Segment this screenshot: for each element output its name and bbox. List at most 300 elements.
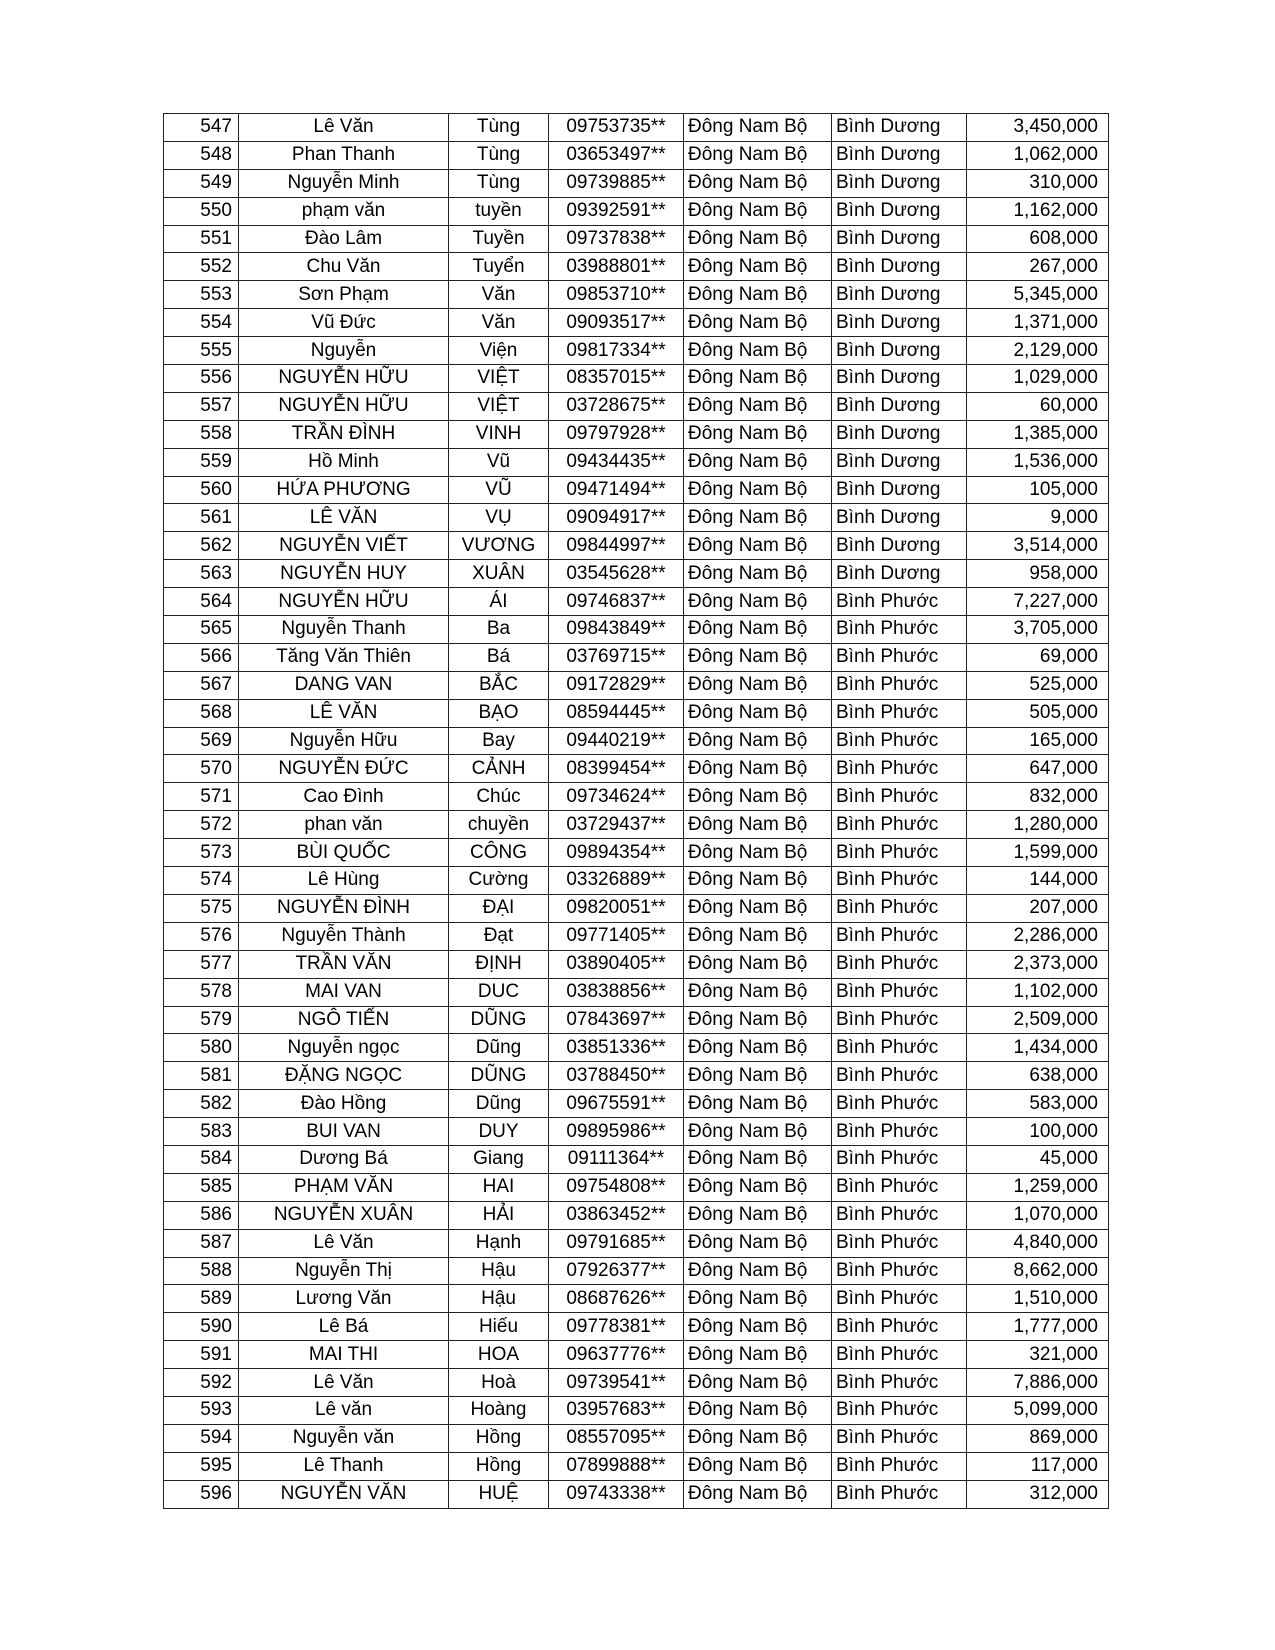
amount-cell: 9,000 [967,504,1109,532]
amount-cell: 638,000 [967,1062,1109,1090]
amount-cell: 1,070,000 [967,1201,1109,1229]
given-name-cell: chuyền [449,811,549,839]
row-number-cell: 549 [164,169,239,197]
phone-number-cell: 09895986** [549,1118,684,1146]
phone-number-cell: 03851336** [549,1034,684,1062]
surname-middle-name-cell: NGUYỄN HỮU [239,392,449,420]
region-cell: Đông Nam Bộ [684,309,832,337]
amount-cell: 8,662,000 [967,1257,1109,1285]
table-row [164,1173,1109,1201]
surname-middle-name-cell: Nguyễn [239,337,449,365]
phone-number-cell: 09739885** [549,169,684,197]
row-number-cell: 577 [164,950,239,978]
surname-middle-name-cell: Nguyễn Hữu [239,727,449,755]
table-row [164,309,1109,337]
surname-middle-name-cell: Nguyễn Minh [239,169,449,197]
row-number-cell: 583 [164,1118,239,1146]
given-name-cell: Hoàng [449,1396,549,1424]
province-cell: Bình Dương [832,337,967,365]
table-row [164,699,1109,727]
table-row [164,755,1109,783]
region-cell: Đông Nam Bộ [684,950,832,978]
surname-middle-name-cell: Vũ Đức [239,309,449,337]
region-cell: Đông Nam Bộ [684,560,832,588]
amount-cell: 505,000 [967,699,1109,727]
given-name-cell: Tùng [449,114,549,142]
table-row [164,365,1109,393]
table-row [164,811,1109,839]
province-cell: Bình Dương [832,169,967,197]
region-cell: Đông Nam Bộ [684,1285,832,1313]
amount-cell: 2,286,000 [967,922,1109,950]
phone-number-cell: 03728675** [549,392,684,420]
province-cell: Bình Phước [832,1480,967,1508]
phone-number-cell: 08594445** [549,699,684,727]
amount-cell: 144,000 [967,867,1109,895]
row-number-cell: 550 [164,197,239,225]
region-cell: Đông Nam Bộ [684,197,832,225]
province-cell: Bình Phước [832,699,967,727]
amount-cell: 165,000 [967,727,1109,755]
table-row [164,1396,1109,1424]
table-row [164,337,1109,365]
given-name-cell: Vũ [449,448,549,476]
surname-middle-name-cell: Nguyễn Thành [239,922,449,950]
surname-middle-name-cell: TRẦN VĂN [239,950,449,978]
row-number-cell: 568 [164,699,239,727]
given-name-cell: Đạt [449,922,549,950]
region-cell: Đông Nam Bộ [684,811,832,839]
surname-middle-name-cell: NGUYỄN XUÂN [239,1201,449,1229]
given-name-cell: DŨNG [449,1006,549,1034]
province-cell: Bình Dương [832,141,967,169]
table-row [164,114,1109,142]
row-number-cell: 557 [164,392,239,420]
table-row [164,727,1109,755]
region-cell: Đông Nam Bộ [684,420,832,448]
table-row [164,476,1109,504]
amount-cell: 117,000 [967,1452,1109,1480]
row-number-cell: 556 [164,365,239,393]
given-name-cell: Bay [449,727,549,755]
phone-number-cell: 03653497** [549,141,684,169]
given-name-cell: Tuyển [449,253,549,281]
row-number-cell: 594 [164,1424,239,1452]
region-cell: Đông Nam Bộ [684,894,832,922]
table-row [164,867,1109,895]
phone-number-cell: 09894354** [549,839,684,867]
surname-middle-name-cell: Lương Văn [239,1285,449,1313]
given-name-cell: DUC [449,978,549,1006]
province-cell: Bình Phước [832,839,967,867]
row-number-cell: 564 [164,588,239,616]
given-name-cell: HẢI [449,1201,549,1229]
surname-middle-name-cell: Nguyễn Thanh [239,616,449,644]
amount-cell: 1,280,000 [967,811,1109,839]
amount-cell: 1,510,000 [967,1285,1109,1313]
region-cell: Đông Nam Bộ [684,1480,832,1508]
phone-number-cell: 09111364** [549,1145,684,1173]
row-number-cell: 553 [164,281,239,309]
surname-middle-name-cell: Nguyễn văn [239,1424,449,1452]
phone-number-cell: 09843849** [549,616,684,644]
table-row [164,671,1109,699]
amount-cell: 4,840,000 [967,1229,1109,1257]
row-number-cell: 567 [164,671,239,699]
surname-middle-name-cell: Lê Văn [239,1229,449,1257]
amount-cell: 832,000 [967,783,1109,811]
table-row [164,169,1109,197]
amount-cell: 583,000 [967,1090,1109,1118]
province-cell: Bình Phước [832,616,967,644]
province-cell: Bình Phước [832,894,967,922]
phone-number-cell: 09778381** [549,1313,684,1341]
amount-cell: 45,000 [967,1145,1109,1173]
row-number-cell: 592 [164,1369,239,1397]
surname-middle-name-cell: Dương Bá [239,1145,449,1173]
row-number-cell: 588 [164,1257,239,1285]
province-cell: Bình Phước [832,588,967,616]
phone-number-cell: 09853710** [549,281,684,309]
row-number-cell: 590 [164,1313,239,1341]
row-number-cell: 566 [164,643,239,671]
region-cell: Đông Nam Bộ [684,1173,832,1201]
surname-middle-name-cell: NGUYỄN HUY [239,560,449,588]
amount-cell: 1,162,000 [967,197,1109,225]
phone-number-cell: 09675591** [549,1090,684,1118]
given-name-cell: Hậu [449,1285,549,1313]
phone-number-cell: 09093517** [549,309,684,337]
given-name-cell: Tuyền [449,225,549,253]
row-number-cell: 554 [164,309,239,337]
amount-cell: 5,099,000 [967,1396,1109,1424]
province-cell: Bình Phước [832,1452,967,1480]
province-cell: Bình Phước [832,1034,967,1062]
province-cell: Bình Phước [832,922,967,950]
row-number-cell: 582 [164,1090,239,1118]
phone-number-cell: 08357015** [549,365,684,393]
region-cell: Đông Nam Bộ [684,114,832,142]
table-row [164,1313,1109,1341]
given-name-cell: Hồng [449,1424,549,1452]
region-cell: Đông Nam Bộ [684,1006,832,1034]
given-name-cell: VINH [449,420,549,448]
given-name-cell: CÔNG [449,839,549,867]
given-name-cell: Giang [449,1145,549,1173]
given-name-cell: VƯƠNG [449,532,549,560]
phone-number-cell: 09734624** [549,783,684,811]
row-number-cell: 565 [164,616,239,644]
phone-number-cell: 03788450** [549,1062,684,1090]
row-number-cell: 593 [164,1396,239,1424]
phone-number-cell: 09746837** [549,588,684,616]
table-row [164,588,1109,616]
given-name-cell: VIỆT [449,365,549,393]
given-name-cell: Văn [449,281,549,309]
row-number-cell: 578 [164,978,239,1006]
region-cell: Đông Nam Bộ [684,253,832,281]
province-cell: Bình Dương [832,197,967,225]
region-cell: Đông Nam Bộ [684,141,832,169]
table-row [164,894,1109,922]
surname-middle-name-cell: Đào Lâm [239,225,449,253]
region-cell: Đông Nam Bộ [684,532,832,560]
province-cell: Bình Dương [832,281,967,309]
surname-middle-name-cell: Đào Hồng [239,1090,449,1118]
row-number-cell: 574 [164,867,239,895]
province-cell: Bình Phước [832,1173,967,1201]
province-cell: Bình Phước [832,1006,967,1034]
province-cell: Bình Phước [832,755,967,783]
phone-number-cell: 08687626** [549,1285,684,1313]
phone-number-cell: 09737838** [549,225,684,253]
given-name-cell: Hồng [449,1452,549,1480]
table-row [164,1285,1109,1313]
phone-number-cell: 03769715** [549,643,684,671]
surname-middle-name-cell: PHẠM VĂN [239,1173,449,1201]
row-number-cell: 552 [164,253,239,281]
amount-cell: 525,000 [967,671,1109,699]
region-cell: Đông Nam Bộ [684,616,832,644]
province-cell: Bình Dương [832,420,967,448]
row-number-cell: 562 [164,532,239,560]
amount-cell: 1,371,000 [967,309,1109,337]
table-row [164,978,1109,1006]
region-cell: Đông Nam Bộ [684,169,832,197]
row-number-cell: 555 [164,337,239,365]
province-cell: Bình Dương [832,225,967,253]
row-number-cell: 576 [164,922,239,950]
row-number-cell: 569 [164,727,239,755]
region-cell: Đông Nam Bộ [684,1145,832,1173]
table-row [164,1090,1109,1118]
phone-number-cell: 09743338** [549,1480,684,1508]
province-cell: Bình Dương [832,253,967,281]
given-name-cell: Bá [449,643,549,671]
row-number-cell: 580 [164,1034,239,1062]
amount-cell: 100,000 [967,1118,1109,1146]
table-row [164,1201,1109,1229]
phone-number-cell: 03545628** [549,560,684,588]
amount-cell: 1,599,000 [967,839,1109,867]
given-name-cell: Chúc [449,783,549,811]
given-name-cell: VŨ [449,476,549,504]
given-name-cell: ĐỊNH [449,950,549,978]
region-cell: Đông Nam Bộ [684,476,832,504]
given-name-cell: VỤ [449,504,549,532]
table-row [164,1452,1109,1480]
region-cell: Đông Nam Bộ [684,1062,832,1090]
table-row [164,141,1109,169]
surname-middle-name-cell: NGUYỄN VĂN [239,1480,449,1508]
table-row [164,420,1109,448]
table-row [164,281,1109,309]
province-cell: Bình Phước [832,1229,967,1257]
phone-number-cell: 09094917** [549,504,684,532]
phone-number-cell: 07899888** [549,1452,684,1480]
amount-cell: 1,102,000 [967,978,1109,1006]
row-number-cell: 547 [164,114,239,142]
amount-cell: 1,777,000 [967,1313,1109,1341]
table-row [164,1034,1109,1062]
given-name-cell: Dũng [449,1090,549,1118]
row-number-cell: 575 [164,894,239,922]
row-number-cell: 572 [164,811,239,839]
row-number-cell: 586 [164,1201,239,1229]
province-cell: Bình Dương [832,532,967,560]
surname-middle-name-cell: BÙI QUỐC [239,839,449,867]
region-cell: Đông Nam Bộ [684,699,832,727]
given-name-cell: DŨNG [449,1062,549,1090]
province-cell: Bình Phước [832,978,967,1006]
region-cell: Đông Nam Bộ [684,588,832,616]
table-row [164,950,1109,978]
phone-number-cell: 09637776** [549,1341,684,1369]
table-row [164,643,1109,671]
amount-cell: 207,000 [967,894,1109,922]
phone-number-cell: 09817334** [549,337,684,365]
surname-middle-name-cell: TRẦN ĐÌNH [239,420,449,448]
surname-middle-name-cell: Phan Thanh [239,141,449,169]
amount-cell: 608,000 [967,225,1109,253]
amount-cell: 1,536,000 [967,448,1109,476]
surname-middle-name-cell: HỨA PHƯƠNG [239,476,449,504]
region-cell: Đông Nam Bộ [684,365,832,393]
surname-middle-name-cell: phạm văn [239,197,449,225]
phone-number-cell: 09440219** [549,727,684,755]
phone-number-cell: 03957683** [549,1396,684,1424]
region-cell: Đông Nam Bộ [684,922,832,950]
given-name-cell: ÁI [449,588,549,616]
region-cell: Đông Nam Bộ [684,1090,832,1118]
province-cell: Bình Phước [832,727,967,755]
amount-cell: 2,373,000 [967,950,1109,978]
row-number-cell: 595 [164,1452,239,1480]
amount-cell: 267,000 [967,253,1109,281]
phone-number-cell: 09392591** [549,197,684,225]
given-name-cell: tuyền [449,197,549,225]
surname-middle-name-cell: Chu Văn [239,253,449,281]
amount-cell: 869,000 [967,1424,1109,1452]
province-cell: Bình Phước [832,643,967,671]
amount-cell: 647,000 [967,755,1109,783]
phone-number-cell: 09739541** [549,1369,684,1397]
province-cell: Bình Dương [832,504,967,532]
phone-number-cell: 09771405** [549,922,684,950]
row-number-cell: 596 [164,1480,239,1508]
row-number-cell: 584 [164,1145,239,1173]
given-name-cell: Viện [449,337,549,365]
surname-middle-name-cell: Nguyễn Thị [239,1257,449,1285]
surname-middle-name-cell: Lê Thanh [239,1452,449,1480]
region-cell: Đông Nam Bộ [684,1257,832,1285]
surname-middle-name-cell: NGUYỄN ĐÌNH [239,894,449,922]
surname-middle-name-cell: Lê Hùng [239,867,449,895]
phone-number-cell: 09753735** [549,114,684,142]
row-number-cell: 563 [164,560,239,588]
table-row [164,197,1109,225]
row-number-cell: 579 [164,1006,239,1034]
phone-number-cell: 08557095** [549,1424,684,1452]
phone-number-cell: 09434435** [549,448,684,476]
row-number-cell: 561 [164,504,239,532]
table-row [164,922,1109,950]
surname-middle-name-cell: BUI VAN [239,1118,449,1146]
phone-number-cell: 09791685** [549,1229,684,1257]
province-cell: Bình Phước [832,1396,967,1424]
phone-number-cell: 03988801** [549,253,684,281]
given-name-cell: HOA [449,1341,549,1369]
phone-number-cell: 09754808** [549,1173,684,1201]
table-row [164,1480,1109,1508]
region-cell: Đông Nam Bộ [684,727,832,755]
region-cell: Đông Nam Bộ [684,1396,832,1424]
surname-middle-name-cell: Tăng Văn Thiên [239,643,449,671]
amount-cell: 5,345,000 [967,281,1109,309]
table-row [164,1062,1109,1090]
table-row [164,1424,1109,1452]
amount-cell: 310,000 [967,169,1109,197]
phone-number-cell: 09820051** [549,894,684,922]
surname-middle-name-cell: LÊ VĂN [239,504,449,532]
table-row [164,1118,1109,1146]
given-name-cell: Hoà [449,1369,549,1397]
region-cell: Đông Nam Bộ [684,783,832,811]
region-cell: Đông Nam Bộ [684,1369,832,1397]
surname-middle-name-cell: NGUYỄN HỮU [239,588,449,616]
table-row [164,839,1109,867]
phone-number-cell: 07843697** [549,1006,684,1034]
amount-cell: 1,434,000 [967,1034,1109,1062]
row-number-cell: 560 [164,476,239,504]
region-cell: Đông Nam Bộ [684,1118,832,1146]
region-cell: Đông Nam Bộ [684,839,832,867]
table-row [164,1341,1109,1369]
province-cell: Bình Phước [832,1341,967,1369]
province-cell: Bình Dương [832,476,967,504]
row-number-cell: 551 [164,225,239,253]
given-name-cell: Văn [449,309,549,337]
given-name-cell: Cường [449,867,549,895]
row-number-cell: 573 [164,839,239,867]
region-cell: Đông Nam Bộ [684,1201,832,1229]
region-cell: Đông Nam Bộ [684,1034,832,1062]
given-name-cell: BẮC [449,671,549,699]
province-cell: Bình Phước [832,1424,967,1452]
table-row [164,783,1109,811]
region-cell: Đông Nam Bộ [684,1313,832,1341]
province-cell: Bình Phước [832,1313,967,1341]
surname-middle-name-cell: Lê Văn [239,1369,449,1397]
surname-middle-name-cell: DANG VAN [239,671,449,699]
phone-number-cell: 08399454** [549,755,684,783]
surname-middle-name-cell: NGUYỄN HỮU [239,365,449,393]
given-name-cell: Tùng [449,169,549,197]
province-cell: Bình Phước [832,867,967,895]
province-cell: Bình Phước [832,1285,967,1313]
amount-cell: 7,227,000 [967,588,1109,616]
province-cell: Bình Phước [832,1145,967,1173]
surname-middle-name-cell: LÊ VĂN [239,699,449,727]
region-cell: Đông Nam Bộ [684,1229,832,1257]
region-cell: Đông Nam Bộ [684,978,832,1006]
province-cell: Bình Phước [832,1369,967,1397]
province-cell: Bình Dương [832,448,967,476]
row-number-cell: 570 [164,755,239,783]
given-name-cell: Dũng [449,1034,549,1062]
surname-middle-name-cell: ĐẶNG NGỌC [239,1062,449,1090]
phone-number-cell: 03838856** [549,978,684,1006]
